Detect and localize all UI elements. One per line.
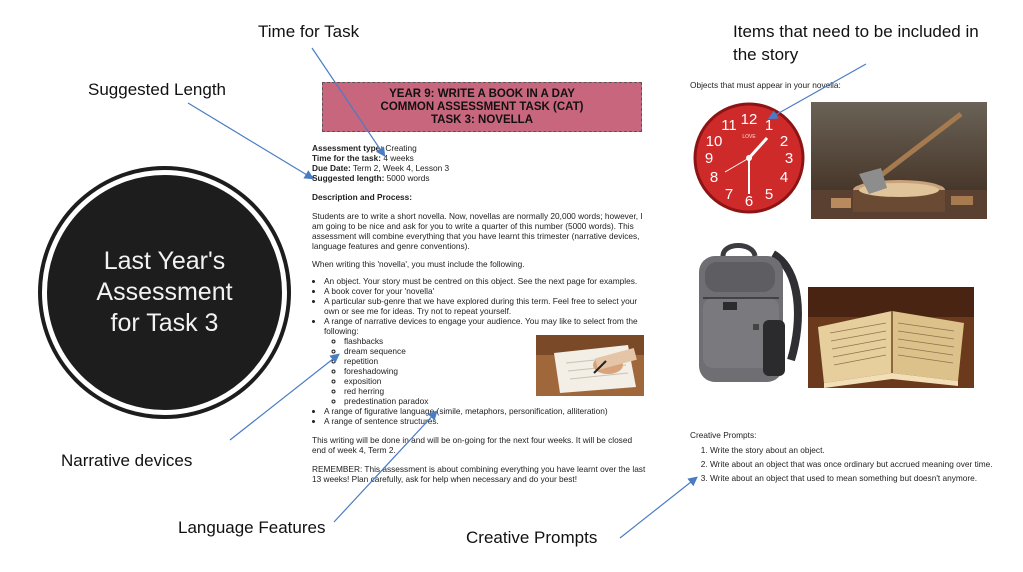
list-item: • A particular sub-genre that we have explored during this term. Feel free to select your own or see me for ideas. Try not to repeat yourself. (324, 296, 647, 316)
device-item: ◦ predestination paradox (344, 396, 647, 406)
clock-brand: LOVE (742, 134, 756, 140)
meta-row (312, 143, 647, 153)
include-paragraph: When writing this 'novella', you must include the following. (312, 259, 525, 269)
axe-image (811, 102, 987, 219)
prompt-item: 3. Write about an object that used to mean something but doesn't anymore. (710, 473, 1020, 483)
meta-value: Term 2, Week 4, Lesson 3 (350, 163, 450, 173)
device-item: ◦ flashbacks (344, 336, 647, 346)
prompts-list (690, 445, 1020, 483)
banner-line2: COMMON ASSESSMENT TASK (CAT) (380, 100, 584, 113)
list-item: • A book cover for your 'novella' (324, 286, 647, 296)
writing-photo (536, 335, 644, 396)
svg-text:7: 7 (724, 186, 734, 203)
device-item: ◦ red herring (344, 386, 647, 396)
meta-row (312, 163, 647, 173)
list-item: • A range of sentence structures. (324, 416, 647, 426)
meta-label: Due Date: (312, 163, 351, 173)
circle-title (80, 246, 250, 339)
creative-prompts-section (690, 430, 1020, 487)
meta-row (312, 153, 647, 163)
arrow-creative-prompts (620, 478, 696, 538)
meta-value: 4 weeks (381, 153, 414, 163)
svg-text:11: 11 (721, 117, 737, 134)
backpack-image (693, 240, 803, 388)
device-item: ◦ repetition (344, 356, 647, 366)
book-image (808, 287, 974, 388)
circle-title-line1: Last Year's (103, 247, 226, 275)
circle-title-line3: for Task 3 (110, 309, 219, 337)
device-item: ◦ dream sequence (344, 346, 647, 356)
banner-line3: TASK 3: NOVELLA (430, 113, 533, 126)
callout-items-line1: Items that need to be included in (733, 22, 979, 41)
callout-language-features: Language Features (178, 518, 326, 537)
list-item: • A range of figurative language (simile, metaphors, personification, alliteration) (324, 406, 647, 416)
callout-items (733, 20, 979, 66)
circle-title-line2: Assessment (96, 278, 233, 306)
prompt-item: 2. Write about an object that was once ordinary but accrued meaning over time. (710, 459, 1020, 469)
svg-text:2: 2 (779, 133, 789, 150)
meta-value: Creating (383, 143, 417, 153)
closing-paragraph: This writing will be done in and will be on-going for the next four weeks. It will be closed end of week 4, Term 2. (312, 435, 633, 455)
callout-narrative-devices: Narrative devices (61, 451, 193, 470)
title-circle (42, 170, 287, 415)
prompts-heading: Creative Prompts: (690, 430, 757, 440)
device-item: ◦ foreshadowing (344, 366, 647, 376)
meta-label: Suggested length: (312, 173, 385, 183)
description-heading: Description and Process: (312, 192, 413, 202)
callout-items-line2: the story (733, 45, 799, 64)
svg-text:10: 10 (705, 133, 723, 150)
list-item-text: A range of narrative devices to engage your audience. You may like to select from the following: (324, 316, 638, 336)
document-banner (322, 82, 642, 132)
remember-paragraph: REMEMBER: This assessment is about combining everything you have learnt over the last 13 weeks! Plan carefully, ask for help when necessary and do your best! (312, 464, 646, 484)
assessment-meta (312, 143, 647, 183)
callout-time-for-task: Time for Task (258, 22, 360, 41)
meta-row (312, 173, 647, 183)
svg-text:8: 8 (709, 169, 719, 186)
svg-text:6: 6 (744, 193, 754, 210)
clock-image (693, 102, 805, 214)
meta-value: 5000 words (384, 173, 430, 183)
description-paragraph: Students are to write a short novella. Now, novellas are normally 20,000 words; however, I am going to be nice and ask for you to write a quarter of this number (5000 words). This assessment will combine everything that you have learnt this trimester (narrative devices, language features and genre conventions). (312, 211, 643, 251)
callout-creative-prompts: Creative Prompts (466, 528, 598, 547)
meta-label: Time for the task: (312, 153, 382, 163)
banner-line1: YEAR 9: WRITE A BOOK IN A DAY (389, 87, 575, 100)
objects-heading: Objects that must appear in your novella: (690, 80, 841, 90)
list-item: • An object. Your story must be centred on this object. See the next page for examples. (324, 276, 647, 286)
device-item: ◦ exposition (344, 376, 647, 386)
callout-suggested-length: Suggested Length (88, 80, 227, 99)
svg-text:5: 5 (764, 186, 774, 203)
svg-text:4: 4 (779, 169, 789, 186)
meta-label: Assessment type: (312, 143, 384, 153)
document-body (312, 143, 647, 484)
svg-text:3: 3 (784, 150, 794, 167)
prompt-item: 1. Write the story about an object. (710, 445, 1020, 455)
svg-text:1: 1 (764, 117, 774, 134)
svg-text:9: 9 (704, 150, 714, 167)
svg-text:12: 12 (740, 111, 758, 128)
arrow-suggested-length (188, 103, 312, 178)
